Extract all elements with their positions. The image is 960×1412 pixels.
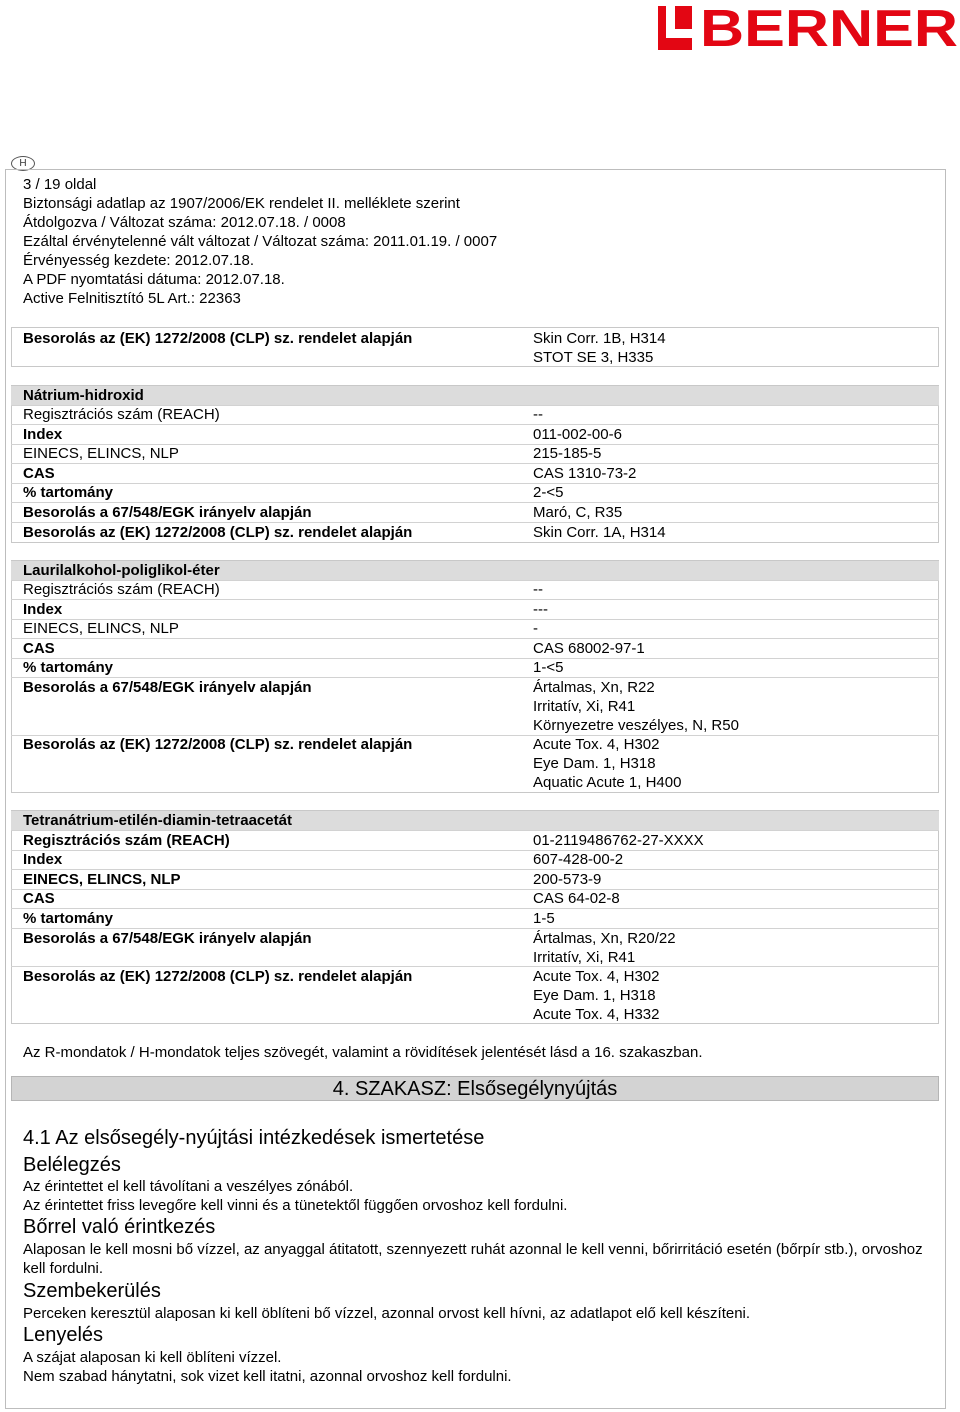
row-value: Skin Corr. 1A, H314 — [533, 524, 666, 541]
row-label: Index — [23, 601, 63, 618]
row-value: Skin Corr. 1B, H314 STOT SE 3, H335 — [533, 330, 666, 366]
row-label: Besorolás az (EK) 1272/2008 (CLP) sz. rendelet alapján — [23, 524, 413, 541]
row-divider — [11, 658, 939, 659]
row-value: Acute Tox. 4, H302 Eye Dam. 1, H318 Acute Tox. 4, H332 — [533, 968, 660, 1023]
print-date-line: A PDF nyomtatási dátuma: 2012.07.18. — [23, 271, 285, 288]
heading-inhalation: Belélegzés — [23, 1154, 121, 1176]
row-label: % tartomány — [23, 910, 114, 927]
row-value: 200-573-9 — [533, 871, 602, 888]
ingestion-text: A szájat alaposan ki kell öblíteni vízzel. Nem szabad hánytatni, sok vizet kell itatni, azonnal orvoshoz kell fordulni. — [23, 1349, 512, 1385]
row-label: Regisztrációs szám (REACH) — [23, 406, 220, 423]
section-title: 4. SZAKASZ: Elsősegélynyújtás — [11, 1076, 939, 1101]
subsection-title: 4.1 Az elsősegély-nyújtási intézkedések ismertetése — [23, 1127, 485, 1149]
row-divider — [11, 638, 939, 639]
row-value: CAS 64-02-8 — [533, 890, 620, 907]
row-value: Ártalmas, Xn, R22 Irritatív, Xi, R41 Környezetre veszélyes, N, R50 — [533, 679, 739, 734]
row-divider — [11, 424, 939, 425]
language-badge: H — [11, 156, 35, 171]
row-value: -- — [533, 406, 543, 423]
eye-contact-text: Perceken keresztül alaposan ki kell öblíteni bő vízzel, azonnal orvost kell hívni, az adatlapot elő kell készíteni. — [23, 1305, 751, 1322]
row-label: Besorolás a 67/548/EGK irányelv alapján — [23, 504, 312, 521]
row-label: Index — [23, 426, 63, 443]
row-value: 1-5 — [533, 910, 555, 927]
row-value: --- — [533, 601, 548, 618]
row-value: CAS 68002-97-1 — [533, 640, 645, 657]
revision-line: Átdolgozva / Változat száma: 2012.07.18. / 0008 — [23, 214, 346, 231]
inhalation-text: Az érintettet el kell távolítani a veszélyes zónából. Az érintettet friss levegőre kell vinni és a tünetektől függően orvoshoz kell fordulni. — [23, 1178, 568, 1214]
row-label: % tartomány — [23, 659, 114, 676]
page-number: 3 / 19 oldal — [23, 176, 97, 193]
row-label: Besorolás az (EK) 1272/2008 (CLP) sz. rendelet alapján — [23, 736, 413, 753]
document-header — [23, 175, 497, 308]
doc-title: Biztonsági adatlap az 1907/2006/EK rendelet II. melléklete szerint — [23, 195, 460, 212]
row-label: EINECS, ELINCS, NLP — [23, 445, 179, 462]
row-divider — [11, 908, 939, 909]
row-label: % tartomány — [23, 484, 114, 501]
row-value: Acute Tox. 4, H302 Eye Dam. 1, H318 Aquatic Acute 1, H400 — [533, 736, 682, 791]
row-label: Regisztrációs szám (REACH) — [23, 581, 220, 598]
row-divider — [11, 463, 939, 464]
row-value: CAS 1310-73-2 — [533, 465, 637, 482]
row-value: 01-2119486762-27-XXXX — [533, 832, 704, 849]
product-line: Active Felnitisztító 5L Art.: 22363 — [23, 290, 241, 307]
row-value: 2-<5 — [533, 484, 564, 501]
superseded-line: Ezáltal érvénytelenné vált változat / Változat száma: 2011.01.19. / 0007 — [23, 233, 498, 250]
row-label: CAS — [23, 465, 55, 482]
row-divider — [11, 889, 939, 890]
row-value: Ártalmas, Xn, R20/22 Irritatív, Xi, R41 — [533, 930, 676, 966]
validity-line: Érvényesség kezdete: 2012.07.18. — [23, 252, 254, 269]
row-value: Maró, C, R35 — [533, 504, 623, 521]
substance-name: Tetranátrium-etilén-diamin-tetraacetát — [23, 812, 292, 829]
substance-name: Laurilalkohol-poliglikol-éter — [23, 562, 220, 579]
heading-skin-contact: Bőrrel való érintkezés — [23, 1216, 216, 1238]
row-label: CAS — [23, 640, 55, 657]
row-value: - — [533, 620, 538, 637]
brand-name: BERNER — [700, 2, 958, 52]
row-value: -- — [533, 581, 543, 598]
substance-header-bg — [11, 386, 939, 406]
row-value: 607-428-00-2 — [533, 851, 624, 868]
row-label: Regisztrációs szám (REACH) — [23, 832, 230, 849]
skin-contact-text: Alaposan le kell mosni bő vízzel, az anyaggal átitatott, szennyezett ruhát azonnal le kell venni, bőrirritáció esetén (bőrpír stb.), orvoshoz kell fordulni. — [23, 1241, 923, 1277]
row-value: 1-<5 — [533, 659, 564, 676]
substance-name: Nátrium-hidroxid — [23, 387, 144, 404]
row-label: Besorolás a 67/548/EGK irányelv alapján — [23, 679, 312, 696]
row-label: Besorolás az (EK) 1272/2008 (CLP) sz. rendelet alapján — [23, 330, 413, 347]
row-value: 011-002-00-6 — [533, 426, 622, 443]
row-divider — [11, 850, 939, 851]
row-divider — [11, 599, 939, 600]
heading-ingestion: Lenyelés — [23, 1324, 104, 1346]
row-label: EINECS, ELINCS, NLP — [23, 620, 179, 637]
berner-logo — [658, 2, 960, 52]
row-value: 215-185-5 — [533, 445, 602, 462]
row-divider — [11, 483, 939, 484]
row-label: Besorolás az (EK) 1272/2008 (CLP) sz. rendelet alapján — [23, 968, 413, 985]
reference-note: Az R-mondatok / H-mondatok teljes szövegét, valamint a rövidítések jelentését lásd a 16. szakaszban. — [23, 1044, 703, 1061]
row-label: Besorolás a 67/548/EGK irányelv alapján — [23, 930, 312, 947]
row-label: CAS — [23, 890, 55, 907]
row-label: Index — [23, 851, 63, 868]
heading-eye-contact: Szembekerülés — [23, 1280, 161, 1302]
row-label: EINECS, ELINCS, NLP — [23, 871, 181, 888]
